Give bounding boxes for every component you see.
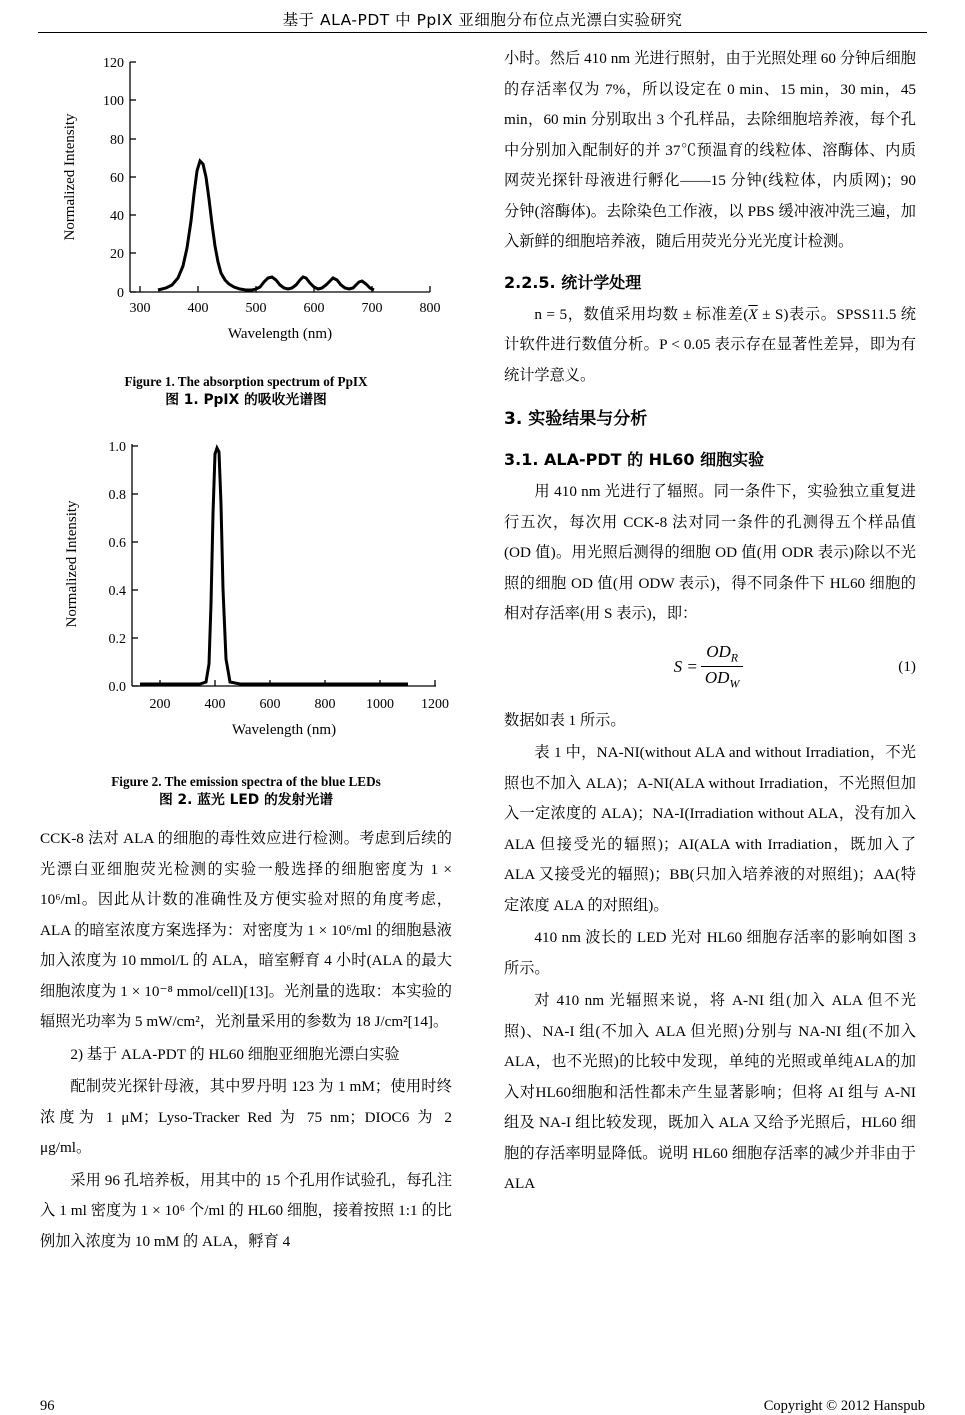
- figure-1-ytick-labels: [103, 56, 124, 301]
- svg-text:0: 0: [117, 286, 124, 301]
- figure-2-xlabel: Wavelength (nm): [231, 722, 337, 738]
- svg-text:0.2: 0.2: [108, 632, 126, 647]
- right-paragraph-31b: 数据如表 1 所示。: [504, 711, 626, 729]
- left-column: [40, 44, 452, 1259]
- svg-text:100: 100: [103, 94, 124, 109]
- equation-fraction: [701, 642, 743, 692]
- figure-2-ytick-labels: [109, 440, 127, 695]
- right-paragraph-31a: 用 410 nm 光进行了辐照。同一条件下，实验独立重复进行五次，每次用 CCK-8 法对同一条件的孔测得五个样品值(OD 值)。用光照后测得的细胞 OD 值(用 ODR 表示)除以不光照的细胞 OD 值(用 ODW 表示)，得不同条件下 HL60 细胞的相对存活率(用 S 表示)，即：: [504, 483, 916, 622]
- figure-1-caption-en: Figure 1. The absorption spectrum of PpIX: [124, 374, 368, 389]
- running-head: 基于 ALA-PDT 中 PpIX 亚细胞分布位点光漂白实验研究: [282, 11, 683, 29]
- figure-1-xlabel: Wavelength (nm): [227, 326, 333, 342]
- figure-1-ylabel: Normalized Intensity: [62, 113, 78, 241]
- stats-text-pre: n = 5，数值采用均数 ± 标准差(: [534, 305, 749, 323]
- svg-text:400: 400: [204, 697, 226, 712]
- page-number: 96: [40, 1398, 55, 1414]
- svg-text:400: 400: [187, 301, 209, 316]
- header-divider: [38, 32, 927, 33]
- equation-lhs: S =: [673, 656, 698, 676]
- figure-2-curve: [140, 448, 408, 684]
- equation-1-number: (1): [898, 657, 916, 675]
- svg-text:300: 300: [129, 301, 151, 316]
- equation-numerator: [702, 642, 742, 666]
- left-paragraph-4: 采用 96 孔培养板，用其中的 15 个孔用作试验孔，每孔注入 1 ml 密度为 1 × 10⁶ 个/ml 的 HL60 细胞，接着按照 1:1 的比例加入浓度为 10 mM 的 ALA，孵育 4: [40, 1171, 452, 1250]
- svg-text:60: 60: [110, 171, 124, 186]
- left-paragraph-1: CCK-8 法对 ALA 的细胞的毒性效应进行检测。考虑到后续的光漂白亚细胞荧光检测的实验一般选择的细胞密度为 1 × 10⁶/ml。因此从计数的准确性及方便实验对照的角度考虑，ALA 的暗室浓度方案选择为：对密度为 1 × 10⁶/ml 的细胞悬液加入浓度为 10 mmol/L 的 ALA，暗室孵育 4 小时(ALA 的最大细胞浓度为 1 × 10⁻⁸ mmol/cell)[13]。光剂量的选取：本实验的辐照光功率为 5 mW/cm²，光剂量采用的参数为 18 J/cm²[14]。: [40, 830, 452, 1030]
- svg-text:80: 80: [110, 133, 124, 148]
- equation-den-sub: W: [729, 676, 740, 691]
- svg-text:1000: 1000: [366, 697, 394, 712]
- left-paragraph-3: 配制荧光探针母液，其中罗丹明 123 为 1 mM；使用时终浓度为 1 μM；Lyso-Tracker Red 为 75 nm；DIOC6 为 2 μg/ml。: [40, 1078, 452, 1156]
- svg-text:500: 500: [245, 301, 267, 316]
- svg-text:0.6: 0.6: [108, 536, 126, 551]
- figure-2-caption: [40, 772, 452, 810]
- figure-2: [40, 424, 452, 810]
- equation-den-text: OD: [704, 668, 730, 687]
- equation-num-sub: R: [730, 650, 739, 664]
- svg-text:800: 800: [314, 697, 336, 712]
- svg-text:1200: 1200: [421, 697, 449, 712]
- svg-text:0.4: 0.4: [108, 584, 126, 599]
- copyright-notice: Copyright © 2012 Hanspub: [763, 1398, 925, 1414]
- left-paragraph-2: 2) 基于 ALA-PDT 的 HL60 细胞亚细胞光漂白实验: [70, 1045, 400, 1063]
- stats-text-post: ± S)表示。SPSS11.5 统计软件进行数值分析。P < 0.05 表示存在显著性差异，即为有统计学意义。: [504, 305, 916, 384]
- figure-2-plot: [40, 424, 452, 764]
- svg-text:700: 700: [361, 301, 383, 316]
- svg-text:600: 600: [259, 697, 281, 712]
- figure-2-xtick-labels: [150, 697, 450, 712]
- equation-1-body: [674, 642, 747, 692]
- right-paragraph-31c: 表 1 中，NA-NI(without ALA and without Irradiation，不光照也不加入 ALA)；A-NI(ALA without Irradiation，不光照但加入一定浓度的 ALA)；NA-I(Irradiation without ALA，没有加入 ALA 但接受光的辐照)；AI(ALA with Irradiation，既加入了 ALA 又接受光的辐照)；BB(只加入培养液的对照组)；AA(特定浓度 ALA 的对照组)。: [504, 744, 916, 914]
- section-3-1-heading: 3.1. ALA-PDT 的 HL60 细胞实验: [504, 450, 765, 469]
- svg-text:40: 40: [110, 209, 124, 224]
- svg-text:20: 20: [110, 247, 124, 262]
- figure-1-plot: [40, 44, 452, 364]
- equation-num-text: OD: [706, 641, 731, 661]
- figure-1: [40, 44, 452, 410]
- figure-1-caption: [40, 372, 452, 410]
- svg-text:1.0: 1.0: [108, 440, 126, 455]
- svg-text:200: 200: [149, 697, 171, 712]
- equation-1: [504, 636, 916, 698]
- right-paragraph-stats: [504, 300, 916, 392]
- right-paragraph-top: 小时。然后 410 nm 光进行照射，由于光照处理 60 分钟后细胞的存活率仅为 7%，所以设定在 0 min、15 min，30 min，45 min，60 min 分别取出 3 个孔样品，去除细胞培养液，每个孔中分别加入配制好的并 37℃预温育的线粒体、溶酶体、内质网荧光探针母液进行孵化——15 分钟(线粒体，内质网)；90 分钟(溶酶体)。去除染色工作液，以 PBS 缓冲液冲洗三遍，加入新鲜的细胞培养液，随后用荧光分光光度计检测。: [504, 50, 916, 250]
- right-column: [504, 44, 916, 1202]
- figure-2-caption-cn: 图 2. 蓝光 LED 的发射光谱: [158, 792, 334, 808]
- figure-1-caption-cn: 图 1. PpIX 的吸收光谱图: [165, 392, 327, 408]
- right-paragraph-31d: 410 nm 波长的 LED 光对 HL60 细胞存活率的影响如图 3 所示。: [504, 929, 916, 977]
- svg-text:0.8: 0.8: [108, 488, 126, 503]
- right-paragraph-31e: 对 410 nm 光辐照来说，将 A-NI 组(加入 ALA 但不光照)、NA-I 组(不加入 ALA 但光照)分别与 NA-NI 组(不加入 ALA，也不光照)的比较中发现，单纯的光照或单纯ALA的加入对HL60细胞和活性都未产生显著影响；但将 AI 组与 A-NI 组及 NA-I 组比较发现，既加入 ALA 又给予光照后，HL60 细胞的存活率明显降低。说明 HL60 细胞存活率的减少并非由于 ALA: [504, 992, 916, 1192]
- equation-denominator: [701, 666, 743, 691]
- figure-1-curve: [158, 161, 374, 290]
- section-3-heading: 3. 实验结果与分析: [504, 409, 648, 429]
- svg-text:0.0: 0.0: [108, 680, 126, 695]
- svg-text:120: 120: [103, 56, 124, 71]
- svg-text:600: 600: [303, 301, 325, 316]
- mean-symbol: $\overline{X}$: [748, 305, 758, 323]
- figure-2-caption-en: Figure 2. The emission spectra of the blue LEDs: [111, 774, 381, 789]
- figure-1-xtick-labels: [130, 301, 441, 316]
- svg-text:800: 800: [419, 301, 441, 316]
- section-2-2-5-heading: 2.2.5. 统计学处理: [504, 272, 642, 292]
- figure-2-ylabel: Normalized Intensity: [64, 500, 80, 628]
